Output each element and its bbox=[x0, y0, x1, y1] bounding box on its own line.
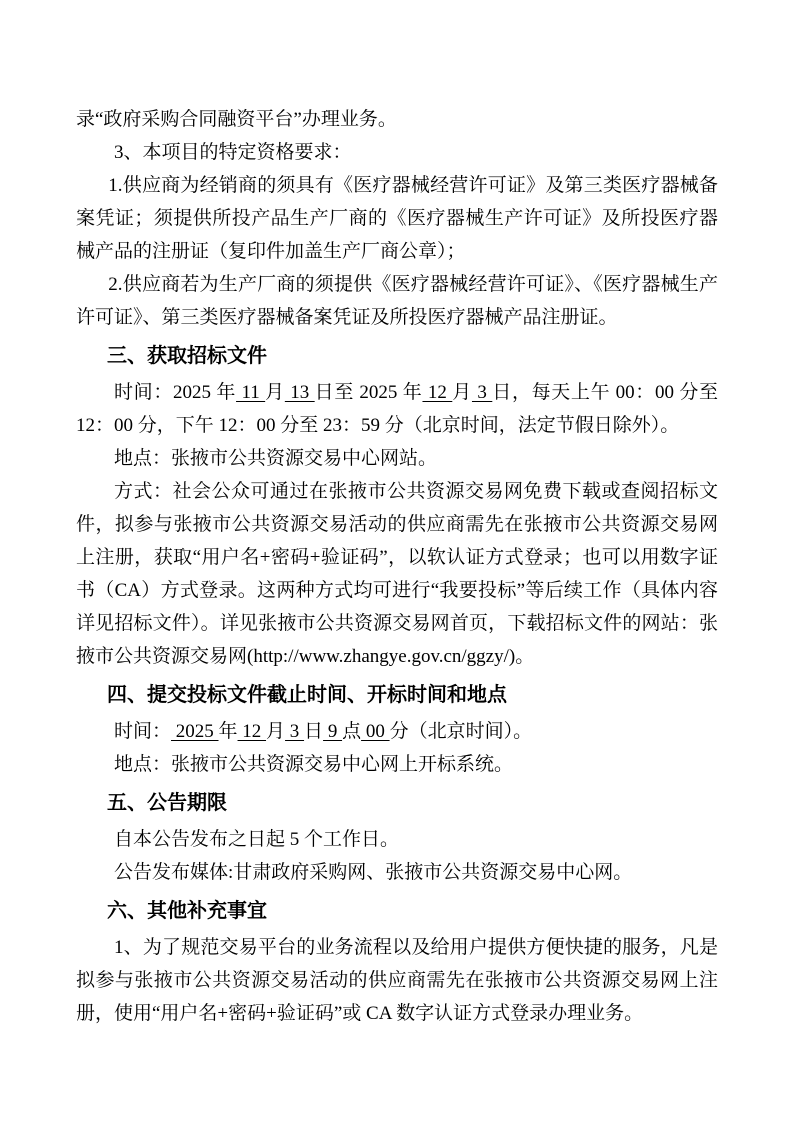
section-heading-announcement-period: 五、公告期限 bbox=[107, 792, 227, 814]
underlined-minute: 00 bbox=[361, 721, 390, 742]
underlined-year: 2025 bbox=[171, 721, 219, 742]
time-text-segment: 月 bbox=[452, 382, 472, 403]
time-text-segment: 时间： bbox=[114, 721, 172, 742]
time-text-segment: 分（北京时间）。 bbox=[389, 721, 533, 742]
underlined-end-day: 3 bbox=[471, 382, 493, 403]
underlined-start-month: 11 bbox=[236, 382, 266, 403]
underlined-month: 12 bbox=[237, 721, 267, 742]
paragraph-obtain-time bbox=[76, 376, 718, 442]
paragraph-opening-location: 地点：张掖市公共资源交易中心网上开标系统。 bbox=[114, 754, 514, 775]
paragraph-other-matters-item1: 1、为了规范交易平台的业务流程以及给用户提供方便快捷的服务，凡是拟参与张掖市公共资源交易活动的供应商需先在张掖市公共资源交易网上注册，使用“用户名+密码+验证码”或 CA 数字认证方式登录办理业务。 bbox=[76, 937, 718, 1024]
paragraph-manufacturer-requirement: 2.供应商若为生产厂商的须提供《医疗器械经营许可证》、《医疗器械生产许可证》、第三类医疗器械备案凭证及所投医疗器械产品注册证。 bbox=[76, 274, 718, 328]
paragraph-announcement-period: 自本公告发布之日起 5 个工作日。 bbox=[114, 829, 400, 850]
paragraph-obtain-location: 地点：张掖市公共资源交易中心网站。 bbox=[114, 448, 438, 469]
underlined-day: 3 bbox=[285, 721, 305, 742]
paragraph-deadline-time bbox=[76, 715, 718, 748]
paragraph-dealer-requirement: 1.供应商为经销商的须具有《医疗器械经营许可证》及第三类医疗器械备案凭证；须提供所投产品生产厂商的《医疗器械生产许可证》及所投医疗器械产品的注册证（复印件加盖生产厂商公章）； bbox=[76, 175, 718, 262]
time-text-segment: 日，每天上午 00：00 分至 12：00 分，下午 12：00 分至 23：59 分（北京时间，法定节假日除外）。 bbox=[76, 382, 719, 436]
time-text-segment: 年 bbox=[218, 721, 238, 742]
time-text-segment: 日至 2025 年 bbox=[314, 382, 423, 403]
section-heading-other-matters: 六、其他补充事宜 bbox=[107, 900, 267, 922]
time-text-segment: 月 bbox=[265, 382, 285, 403]
time-text-segment: 日 bbox=[304, 721, 324, 742]
underlined-hour: 9 bbox=[323, 721, 343, 742]
time-text-segment: 月 bbox=[266, 721, 286, 742]
time-text-segment: 时间：2025 年 bbox=[114, 382, 237, 403]
time-text-segment: 点 bbox=[342, 721, 362, 742]
paragraph-qualification-requirements: 3、本项目的特定资格要求： bbox=[114, 142, 352, 163]
underlined-start-day: 13 bbox=[284, 382, 315, 403]
section-heading-obtain-documents: 三、获取招标文件 bbox=[107, 345, 267, 367]
paragraph-announcement-media: 公告发布媒体:甘肃政府采购网、张掖市公共资源交易中心网。 bbox=[114, 862, 633, 883]
section-heading-deadline-opening: 四、提交投标文件截止时间、开标时间和地点 bbox=[107, 684, 507, 706]
underlined-end-month: 12 bbox=[422, 382, 453, 403]
paragraph-obtain-method: 方式：社会公众可通过在张掖市公共资源交易网免费下载或查阅招标文件，拟参与张掖市公共资源交易活动的供应商需先在张掖市公共资源交易网上注册，获取“用户名+密码+验证码”，以软认证方式登录；也可以用数字证书（CA）方式登录。这两种方式均可进行“我要投标”等后续工作（具体内容详见招标文件）。详见张掖市公共资源交易网首页，下载招标文件的网站：张掖市公共资源交易网(http://www.zhangye.gov.cn/ggzy/)。 bbox=[76, 481, 718, 667]
paragraph-continuation: 录“政府采购合同融资平台”办理业务。 bbox=[76, 109, 397, 130]
